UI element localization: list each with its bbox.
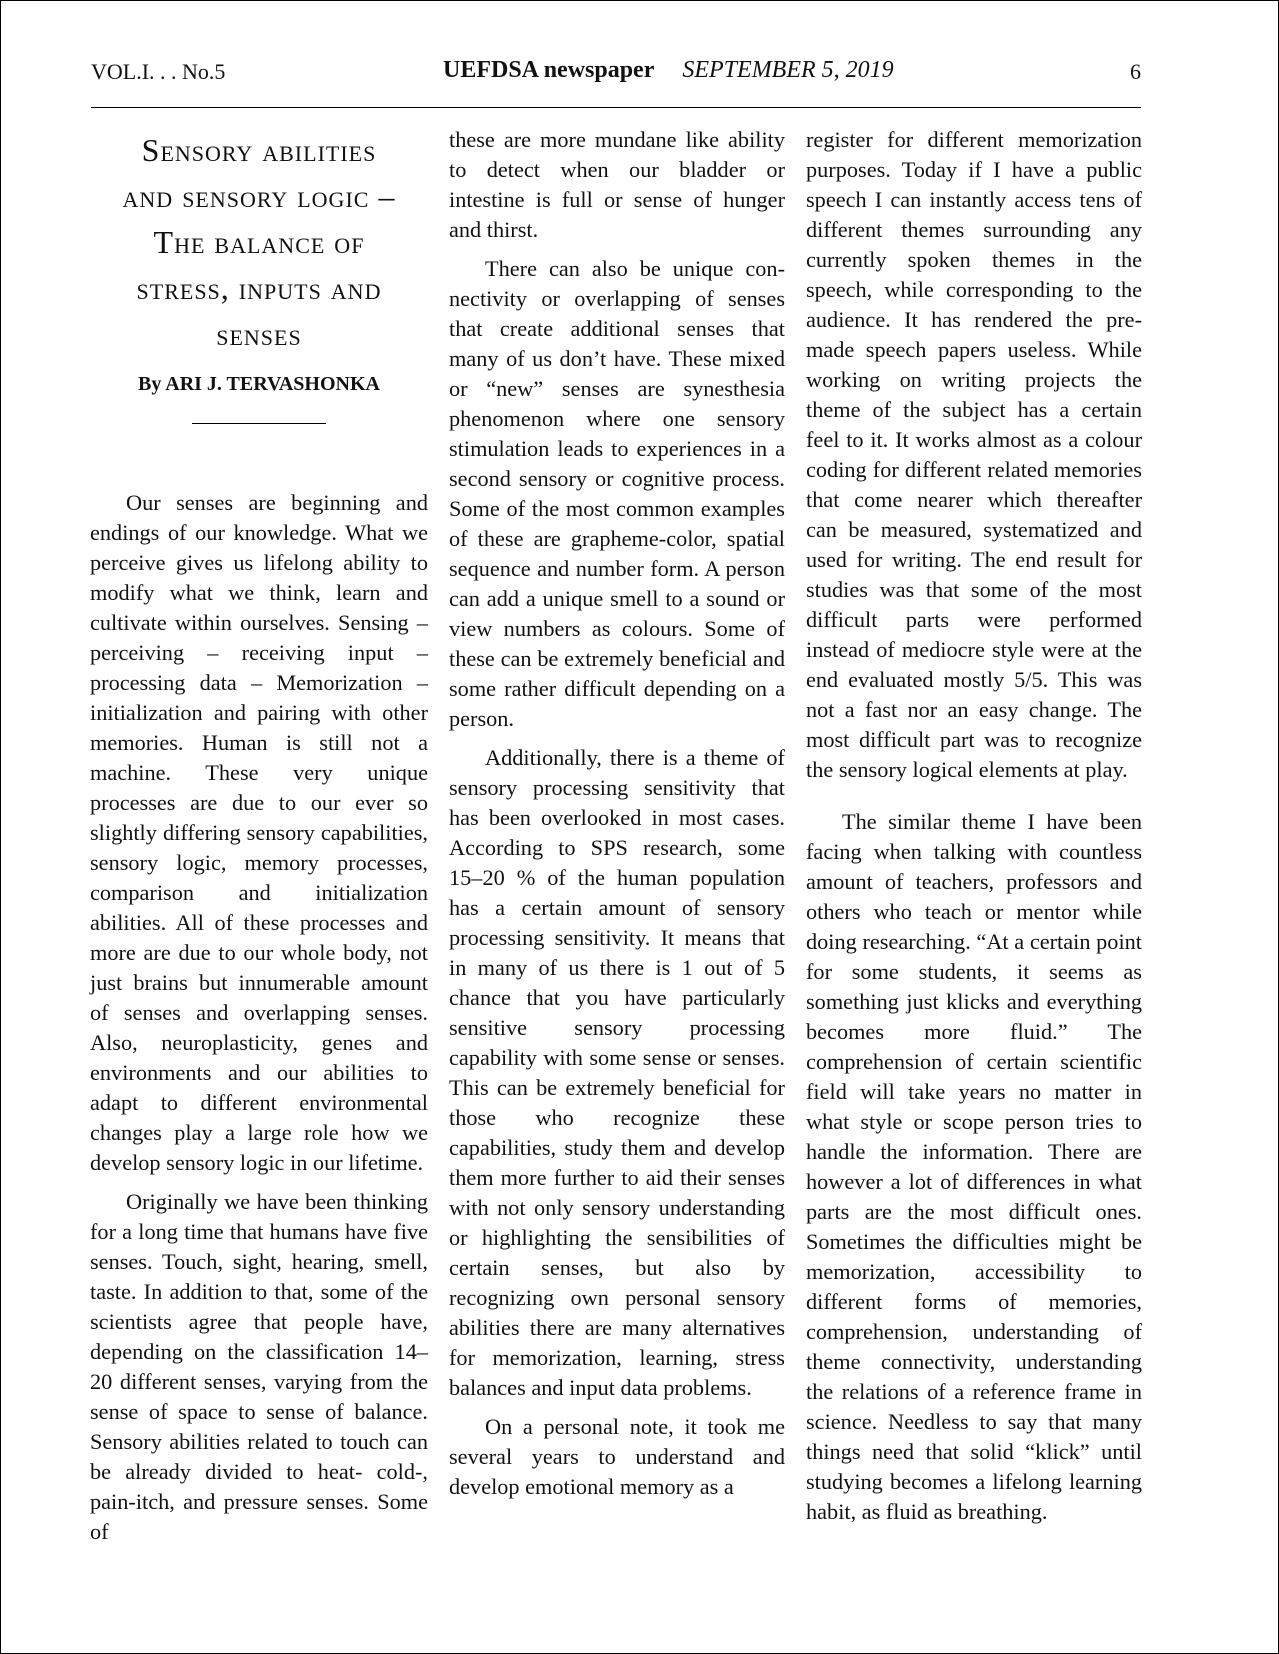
- paragraph-continued: these are more mundane like ability to detect when our bladder or intestine is full or sense of hunger and thirst.: [449, 127, 785, 242]
- header-divider: [91, 107, 1141, 108]
- title-line: stress, inputs and: [136, 270, 382, 306]
- paragraph: There can also be unique connectivity or overlapping of senses that create additional senses that many of us don’t have. These mixed or “new” senses are synesthesia phenomenon where one sensory stimulation leads to experiences in a second sensory or cognitive process. Some of the most common examples of these are grapheme-color, spatial sequence and number form. A person can add a unique smell to a sound or view numbers as colours. Some of these can be extremely beneficial and some rather difficult depending on a person.: [449, 256, 785, 731]
- page-number: 6: [1130, 59, 1141, 84]
- paragraph-continued: register for different memorization purposes. Today if I have a public speech I can instantly access tens of different themes surrounding any currently spoken themes in the speech, while corresponding to the audience. It has rendered the pre-made speech papers useless. While working on writing projects the theme of the subject has a certain feel to it. It works almost as a colour coding for different related memories that come nearer which thereafter can be measured, systematized and used for writing. The end result for studies was that some of the most difficult parts were performed instead of mediocre style were at the end evaluated mostly 5/5. This was not a fast nor an easy change. The most difficult part was to recognize the sensory logical elements at play.: [806, 127, 1142, 782]
- article-title: [90, 125, 428, 357]
- volume-number: VOL.I. . . No.5: [91, 59, 226, 84]
- paragraph: Additionally, there is a theme of sensory processing sensitivity that has been overlooked in most cases. According to SPS research, some 15–20 % of the human population has a certain amount of sensory processing sensitivity. It means that in many of us there is 1 out of 5 chance that you have particularly sensitive sensory processing capability with some sense or senses. This can be extremely beneficial for those who recognize these capabilities, study them and develop them more further to aid their senses with not only sensory understanding or highlighting the sensibilities of certain senses, but also by recognizing own personal sensory abilities there are many alternatives for memorization, learning, stress balances and input data problems.: [449, 745, 785, 1400]
- byline-divider: [192, 423, 326, 424]
- column-1: [90, 125, 428, 1547]
- title-line: and sensory logic –: [122, 178, 396, 214]
- masthead: [443, 57, 894, 84]
- column-2: [449, 125, 785, 1502]
- paragraph: Our senses are beginning and endings of our knowledge. What we perceive gives us lifelong ability to modify what we think, learn and cultivate within ourselves. Sensing – perceiving – receiving input – processing data – Memorization – initialization and pairing with other memories. Human is still not a machine. These very unique processes are due to our ever so slightly differing sensory capabilities, sensory logic, memory processes, comparison and initialization abilities. All of these processes and more are due to our whole body, not just brains but innumerable amount of senses and overlapping senses. Also, neuroplasticity, genes and environments and our abilities to adapt to different environmental changes play a large role how we develop sensory logic in our lifetime.: [90, 490, 428, 1175]
- issue-date: SEPTEMBER 5, 2019: [682, 57, 894, 83]
- paragraph: Originally we have been thinking for a long time that humans have five senses. Touch, sight, hearing, smell, taste. In addition to that, some of the scientists agree that people have, depending on the classification 14–20 different senses, varying from the sense of space to sense of balance. Sensory abilities related to touch can be already divided to heat- cold-, pain-itch, and pressure senses. Some of: [90, 1189, 428, 1544]
- paragraph: The similar theme I have been facing when talking with countless amount of teachers, professors and others who teach or mentor while doing researching. “At a certain point for some students, it seems as something just klicks and everything becomes more fluid.” The comprehension of certain scientific field will take years no matter in what style or scope person tries to handle the information. There are however a lot of differences in what parts are the most difficult ones. Sometimes the difficulties might be memorization, accessibility to different forms of memories, comprehension, understanding of theme connectivity, understanding the relations of a reference frame in science. Needless to say that many things need that solid “klick” until studying becomes a lifelong learning habit, as fluid as breathing.: [806, 809, 1142, 1524]
- title-line: The balance of: [153, 224, 365, 260]
- title-line: senses: [216, 316, 302, 352]
- paragraph: On a personal note, it took me several years to understand and develop emotional memory as a: [449, 1414, 785, 1499]
- newspaper-name: UEFDSA newspaper: [443, 57, 655, 83]
- byline: By ARI J. TERVASHONKA: [138, 373, 380, 395]
- page-header: [91, 53, 1141, 93]
- column-3: [806, 125, 1142, 1527]
- title-line: Sensory abilities: [141, 132, 377, 168]
